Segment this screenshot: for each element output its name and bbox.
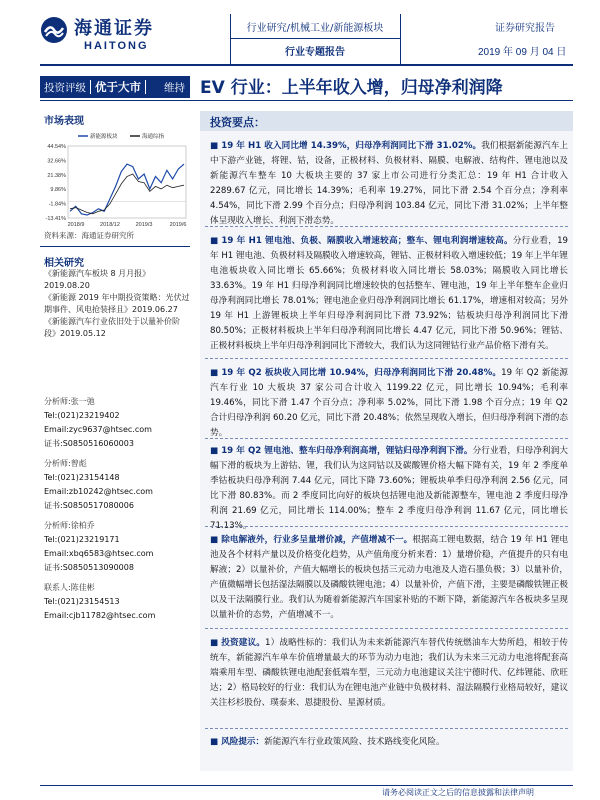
y-tick-label: 21.38% (47, 172, 66, 179)
y-tick-label: -13.41% (45, 216, 66, 222)
key-point-paragraph: ■ 19 年 Q2 锂电池、整车归母净利润高增，锂钴归母净利润下滑。分行业看，归母净利润大幅下滑的板块为上游钴、锂，我们认为这同钴以及碳酸锂价格大幅下降有关，19 年 2 季度单季钴板块归母净利润 7.44 亿元，同比下降 73.60%；锂板块单季归母净利润 2.56 亿元，同比下滑 80.83%。而 2 季度同比向好的板块包括锂电池及新能源整车，锂电池 2 季度归母净利润 21.69 亿元，同比增长 114.00%；整车 2 季度归母净利润 11.67 亿元，同比增长 71.13%。 (210, 446, 568, 531)
plot-frame (68, 146, 186, 218)
investment-rating (40, 76, 190, 98)
legend-label: 海通综指 (142, 134, 165, 140)
x-tick-label: 2018/12 (100, 222, 120, 228)
header-divider (230, 38, 400, 39)
key-point-body: 19 年 Q2 新能源汽车行业 10 大板块 37 家公司合计收入 1199.22 亿元，同比增长 10.94%；毛利率 19.46%，同比下滑 1.47 个百分点；净利率 5.02%，同比下滑 1.98 个百分点；19 年 Q2 合计归母净利润 60.20 亿元，同比下滑 20.48%；依然呈现收入增长，但归母净利润下滑的态势。 (210, 368, 568, 438)
title-rule (40, 100, 573, 101)
report-categories: 行业研究/机械工业/新能源板块 (246, 23, 384, 34)
paragraph-divider (205, 526, 568, 527)
key-point-paragraph: ■ 19 年 H1 锂电池、负极、隔膜收入增速较高；整车、锂电利润增速较高。分行业看，19 年 H1 锂电池、负极材料及隔膜收入增速较高，锂钴、正极材料收入增速较低；19 年上半年锂电池板块收入同比增长 65.66%；负极材料收入同比增长 58.03%；隔膜收入同比增长 33.63%。19 年 H1 归母净利润同比增速较快的包括整车、锂电池，19 年上半年整车企业归母净利润同比增长 78.01%；锂电池企业归母净利润同比增长 61.17%，增速相对较高；另外 19 年 H1 上游锂板块上半年归母净利润同比下滑 73.92%；钴板块归母净利润同比下滑 80.50%；正极材料板块上半年归母净利润同比增长 4.47 亿元，同比下滑 50.96%；锂钴、正极材料板块上半年归母净利润同比下滑较大，我们认为这同锂钴行业产品价格下滑有关。 (210, 236, 569, 351)
analyst-name: 分析师:徐柏乔 (44, 521, 95, 530)
paragraph-divider (205, 628, 568, 629)
related-item[interactable]: 《新能源汽车行业依旧处于以量补价阶段》2019.05.12 (44, 317, 180, 338)
paragraph-divider (205, 226, 568, 227)
related-research-list (44, 268, 190, 340)
key-point-body: 分行业看，19 年 H1 锂电池、负极材料及隔膜收入增速较高，锂钴、正极材料收入增速较低；19 年上半年锂电池板块收入同比增长 65.66%；负极材料收入同比增长 58.03%；隔膜收入同比增长 33.63%。19 年 H1 归母净利润同比增速较快的包括整车、锂电池，19 年上半年整车企业归母净利润同比增长 78.01%；锂电池企业归母净利润同比增长 61.17%，增速相对较高；另外 19 年 H1 上游锂板块上半年归母净利润同比下滑 73.92%；钴板块归母净利润同比下滑 80.50%；正极材料板块上半年归母净利润同比增长 4.47 亿元，同比下滑 50.96%；锂钴、正极材料板块上半年归母净利润同比下滑较大，我们认为这同锂钴行业产品价格下滑有关。 (210, 236, 569, 351)
key-point-lead: 风险提示： (221, 737, 265, 747)
key-point-paragraph: ■ 19 年 H1 收入同比增 14.39%，归母净利润同比下滑 31.02%。我们根据新能源汽车上中下游产业链，将锂、钴，设备，正极材料、负极材料、隔膜、电解液、结构件、锂电池以及新能源汽车整车 10 大板块主要的 37 家上市公司进行分类汇总：19 年 H1 合计收入 2289.67 亿元，同比增长 14.39%；毛利率 19.27%，同比下滑 2.54 个百分点；净利率 4.54%，同比下滑 2.99 个百分点；归母净利润 103.84 亿元，同比下滑 31.02%；上半年整体呈现收入增长、利润下滑态势。 (210, 141, 568, 226)
rating-label: 投资评级 (44, 81, 86, 94)
analyst-contacts (44, 395, 190, 623)
key-point-lead: 19 年 H1 锂电池、负极、隔膜收入增速较高；整车、锂电利润增速较高。 (221, 236, 513, 246)
left-rule (40, 246, 190, 247)
analyst-email[interactable]: Email:zb10242@htsec.com (44, 487, 153, 496)
analyst-name: 联系人:陈佳彬 (44, 583, 95, 592)
series-line (70, 164, 184, 215)
analyst-cert: 证书:S0850516060003 (44, 439, 134, 448)
chart-source: 资料来源：海通证券研究所 (44, 231, 134, 240)
key-point-paragraph: ■ 投资建议。1）战略性标的：我们认为未来新能源汽车替代传统燃油车大势所趋，相较于传统车，新能源汽车单车价值增量最大的环节为动力电池；我们认为未来三元动力电池将配套高端乘用车型、磷酸铁锂电池配套低端车型，三元动力电池建议关注宁德时代、亿纬锂能、欣旺达；2）格局较好的行业：我们认为在锂电池产业链中负极材料、湿法隔膜行业格局较好，建议关注杉杉股份、璞泰来、恩捷股份、星源材质。 (210, 638, 568, 708)
footer-rule (40, 785, 573, 786)
key-point-body: 我们根据新能源汽车上中下游产业链，将锂、钴，设备，正极材料、负极材料、隔膜、电解液、结构件、锂电池以及新能源汽车整车 10 大板块主要的 37 家上市公司进行分类汇总：19 年 H1 合计收入 2289.67 亿元，同比增长 14.39%；毛利率 19.27%，同比下滑 2.54 个百分点；净利率 4.54%，同比下滑 2.99 个百分点；归母净利润 103.84 亿元，同比下滑 31.02%；上半年整体呈现收入增长、利润下滑态势。 (210, 141, 568, 226)
key-point-lead: 除电解液外，行业多呈量增价减，产值增减不一。 (221, 535, 413, 545)
report-date: 2019 年 09 月 04 日 (478, 47, 567, 58)
analyst-tel: Tel:(021)23219171 (44, 535, 120, 544)
logo-chinese-name: 海通证券 (74, 18, 154, 39)
x-tick-label: 2019/6 (169, 222, 187, 228)
related-item[interactable]: 《新能源汽车板块 8 月月报》2019.08.20 (44, 269, 151, 290)
company-logo (40, 14, 190, 58)
analyst-name: 分析师:曾彪 (44, 459, 87, 468)
report-label: 证券研究报告 (495, 23, 555, 34)
related-item[interactable]: 《新能源 2019 年中期投资策略：光伏过期事件、风电抢装择且》2019.06.27 (44, 293, 190, 314)
key-point-lead: 投资建议。 (221, 638, 266, 648)
analyst-tel: Tel:(021)23154148 (44, 473, 120, 482)
key-point-body: 新能源汽车行业政策风险、技术路线变化风险。 (264, 737, 445, 747)
paragraph-divider (205, 358, 568, 359)
paragraph-divider (205, 438, 568, 439)
logo-english-name: HAITONG (84, 40, 149, 52)
header-rule (40, 64, 573, 66)
key-point-lead: 19 年 Q2 锂电池、整车归母净利润高增，锂钴归母净利润下滑。 (221, 446, 473, 456)
market-performance-heading: 市场表现 (44, 116, 84, 127)
x-tick-label: 2018/9 (67, 222, 85, 228)
analyst-cert: 证书:S0850517080006 (44, 501, 134, 510)
analyst-tel: Tel:(021)23219402 (44, 411, 120, 420)
key-point-lead: 19 年 H1 收入同比增 14.39%，归母净利润同比下滑 31.02%。 (221, 141, 482, 151)
legend-label: 新能源板块 (90, 134, 118, 140)
key-point-paragraph: ■ 19 年 Q2 板块收入同比增 10.94%，归母净利润同比下滑 20.48%。19 年 Q2 新能源汽车行业 10 大板块 37 家公司合计收入 1199.22 亿元，同比增长 10.94%；毛利率 19.46%，同比下滑 1.47 个百分点；净利率 5.02%，同比下滑 1.98 个百分点；19 年 Q2 合计归母净利润 60.20 亿元，同比下滑 20.48%；依然呈现收入增长，但归母净利润下滑的态势。 (210, 368, 568, 438)
key-point-body: 分行业看，归母净利润大幅下滑的板块为上游钴、锂，我们认为这同钴以及碳酸锂价格大幅下降有关，19 年 2 季度单季钴板块归母净利润 7.44 亿元，同比下降 73.60%；锂板块单季归母净利润 2.56 亿元，同比下滑 80.83%。而 2 季度同比向好的板块包括锂电池及新能源整车，锂电池 2 季度归母净利润 21.69 亿元，同比增长 114.00%；整车 2 季度归母净利润 11.67 亿元，同比增长 71.13%。 (210, 446, 568, 531)
paragraph-divider (205, 728, 568, 729)
x-tick-label: 2019/3 (135, 222, 153, 228)
rating-divider (145, 80, 146, 94)
footer-disclaimer: 请务必阅读正文之后的信息披露和法律声明 (382, 788, 534, 797)
report-title: EV 行业：上半年收入增，归母净利润降 (200, 78, 503, 98)
related-research-heading: 相关研究 (44, 258, 84, 269)
key-point-paragraph: ■ 风险提示：新能源汽车行业政策风险、技术路线变化风险。 (210, 737, 445, 747)
y-tick-label: 9.86% (50, 187, 66, 194)
key-point-lead: 19 年 Q2 板块收入同比增 10.94%，归母净利润同比下滑 20.48%。 (221, 368, 502, 378)
analyst-name: 分析师:张一弛 (44, 397, 95, 406)
analyst-cert: 证书:S0850513090008 (44, 563, 134, 572)
analyst-email[interactable]: Email:xbq6583@htsec.com (44, 549, 154, 558)
key-points-heading: 投资要点： (210, 116, 265, 129)
header-divider (400, 14, 401, 64)
y-tick-label: 32.66% (47, 158, 66, 165)
y-tick-label: -1.84% (48, 201, 66, 208)
rating-value: 优于大市 (95, 80, 141, 94)
key-point-paragraph: ■ 除电解液外，行业多呈量增价减，产值增减不一。根据高工锂电数据，结合 19 年 H1 锂电池及各个材料产量以及价格变化趋势，从产值角度分析来看：1）量增价稳，产值提升的只有电解液；2）以量补价，产值大幅增长的板块包括三元动力电池及人造石墨负极；3）以量补价，产值微幅增长包括湿法隔膜以及磷酸铁锂电池；4）以量补价，产值下滑，主要是磷酸铁锂正极以及干法隔膜行业。我们认为随着新能源汽车国家补贴的不断下降，新能源汽车各板块多呈现以量补价的态势，产值增减不一。 (210, 535, 568, 620)
analyst-tel: Tel:(021)23154513 (44, 597, 120, 606)
y-tick-label: 44.54% (47, 144, 66, 150)
report-type: 行业专题报告 (285, 47, 345, 58)
analyst-email[interactable]: Email:zyc9637@htsec.com (44, 425, 152, 434)
series-line (70, 174, 184, 214)
key-point-body: 根据高工锂电数据，结合 19 年 H1 锂电池及各个材料产量以及价格变化趋势，从产值角度分析来看：1）量增价稳，产值提升的只有电解液；2）以量补价，产值大幅增长的板块包括三元动力电池及人造石墨负极；3）以量补价，产值微幅增长包括湿法隔膜以及磷酸铁锂电池；4）以量补价，产值下滑，主要是磷酸铁锂正极以及干法隔膜行业。我们认为随着新能源汽车国家补贴的不断下降，新能源汽车各板块多呈现以量补价的态势，产值增减不一。 (210, 535, 568, 620)
analyst-email[interactable]: Email:cjb11782@htsec.com (44, 611, 156, 620)
haitong-logo-icon (40, 16, 68, 44)
market-performance-chart (38, 130, 190, 230)
key-point-body: 1）战略性标的：我们认为未来新能源汽车替代传统燃油车大势所趋，相较于传统车，新能源汽车单车价值增量最大的环节为动力电池；我们认为未来三元动力电池将配套高端乘用车型、磷酸铁锂电池配套低端车型，三元动力电池建议关注宁德时代、亿纬锂能、欣旺达；2）格局较好的行业：我们认为在锂电池产业链中负极材料、湿法隔膜行业格局较好，建议关注杉杉股份、璞泰来、恩捷股份、星源材质。 (210, 638, 568, 708)
rating-action: 维持 (164, 81, 185, 94)
